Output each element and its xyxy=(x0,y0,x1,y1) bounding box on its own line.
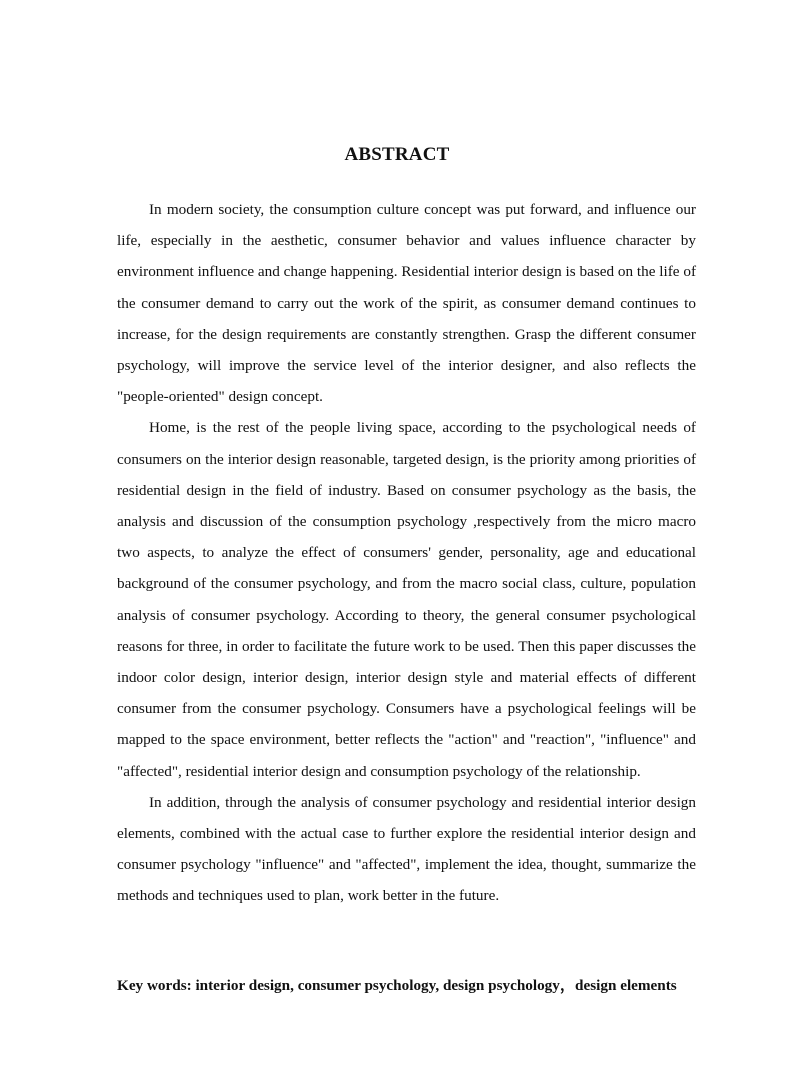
keywords-line: Key words: interior design, consumer psychology, design psychology，design elements xyxy=(117,977,677,994)
abstract-body xyxy=(117,194,696,912)
abstract-paragraph-2: Home, is the rest of the people living space, according to the psychological needs of consumers on the interior design reasonable, targeted design, is the priority among priorities of residential design in the field of industry. Based on consumer psychology as the basis, the analysis and discussion of the consumption psychology ,respectively from the micro macro two aspects, to analyze the effect of consumers' gender, personality, age and educational background of the consumer psychology, and from the macro social class, culture, population analysis of consumer psychology. According to theory, the general consumer psychological reasons for three, in order to facilitate the future work to be used. Then this paper discusses the indoor color design, interior design, interior design style and material effects of different consumer from the consumer psychology. Consumers have a psychological feelings will be mapped to the space environment, better reflects the "action" and "reaction", "influence" and "affected", residential interior design and consumption psychology of the relationship. xyxy=(117,419,696,780)
abstract-paragraph-3: In addition, through the analysis of consumer psychology and residential interior design elements, combined with the actual case to further explore the residential interior design and consumer psychology "influence" and "affected", implement the idea, thought, summarize the methods and techniques used to plan, work better in the future. xyxy=(117,793,696,905)
abstract-paragraph-1: In modern society, the consumption culture concept was put forward, and influence our life, especially in the aesthetic, consumer behavior and values influence character by environment influence and change happening. Residential interior design is based on the life of the consumer demand to carry out the work of the spirit, as consumer demand continues to increase, for the design requirements are constantly strengthen. Grasp the different consumer psychology, will improve the service level of the interior designer, and also reflects the "people-oriented" design concept. xyxy=(117,201,696,406)
abstract-title: ABSTRACT xyxy=(344,144,450,165)
